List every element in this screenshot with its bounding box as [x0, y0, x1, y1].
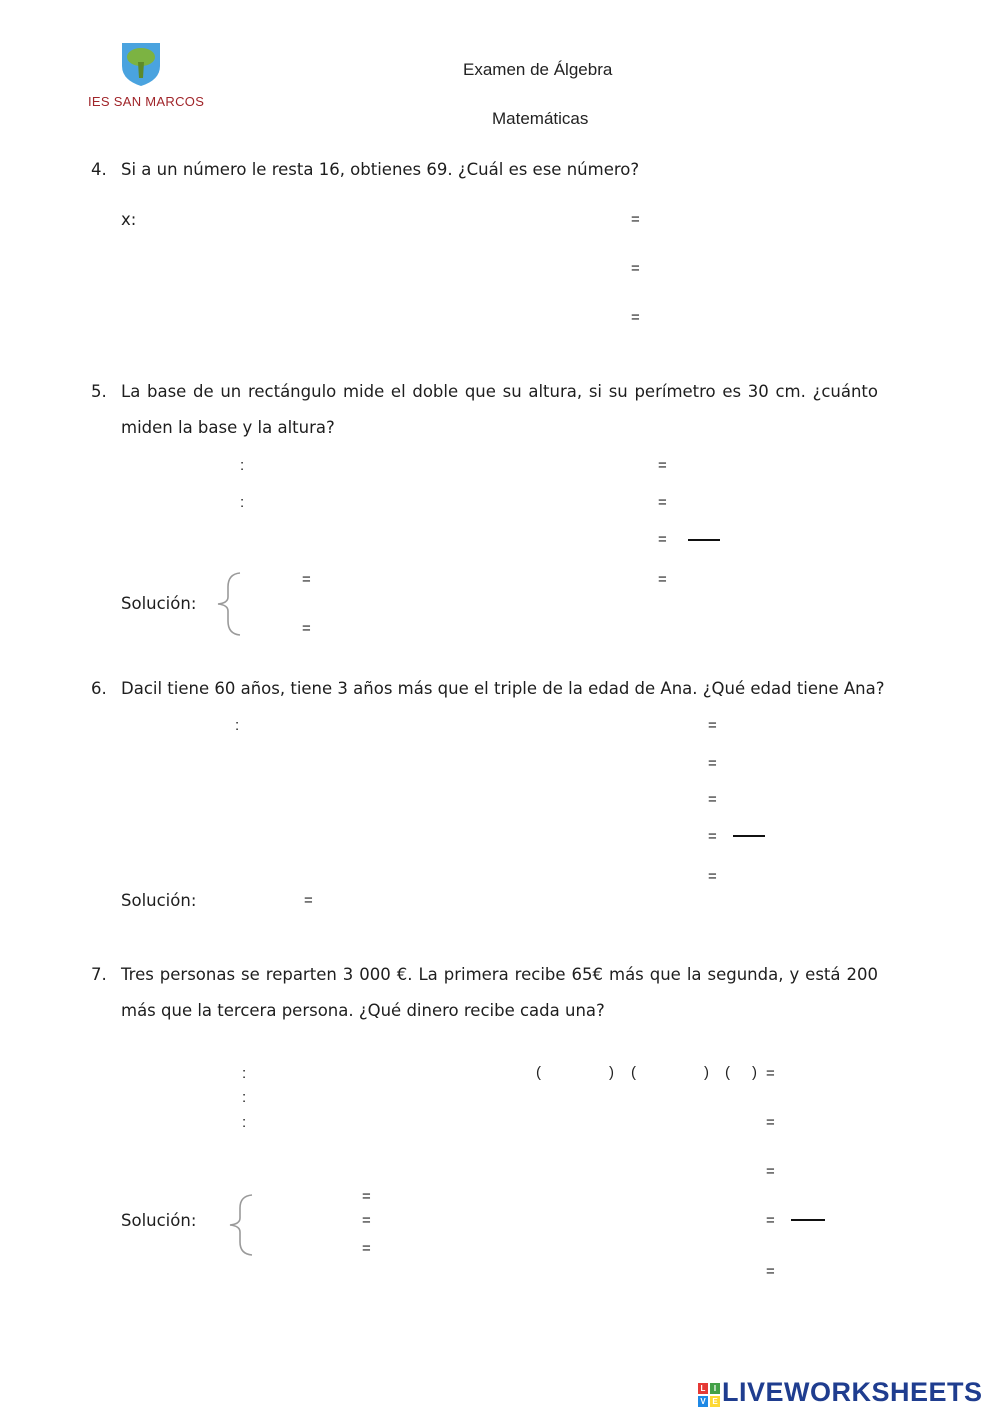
q7-equals-1: = [766, 1065, 775, 1082]
q6-solution-label: Solución: [121, 891, 197, 910]
q5-equals-2: = [658, 494, 667, 511]
q5-solution-equals-1: = [302, 571, 311, 588]
q7-paren-close-2: ) [704, 1064, 709, 1081]
badge-letter-v: V [698, 1396, 708, 1407]
q6-equals-5: = [708, 868, 717, 885]
liveworksheets-logo[interactable]: LIVEWORKSHEETS [722, 1377, 983, 1407]
q5-equals-1: = [658, 457, 667, 474]
q6-solution-equals: = [304, 892, 313, 909]
q5-text-line1: La base de un rectángulo mide el doble que su altura, si su perímetro es 30 cm. ¿cuánto [121, 382, 878, 401]
q7-colon-1: : [242, 1065, 247, 1082]
q5-fraction-bar [688, 539, 720, 541]
liveworksheets-badge [698, 1383, 720, 1407]
q7-solution-equals-1: = [362, 1188, 371, 1205]
school-name: IES SAN MARCOS [88, 94, 205, 109]
q7-brace-icon [226, 1193, 256, 1257]
q7-solution-equals-2: = [362, 1212, 371, 1229]
q7-solution-equals-3: = [362, 1240, 371, 1257]
q6-number: 6. [91, 679, 107, 698]
q7-text-line1: Tres personas se reparten 3 000 €. La primera recibe 65€ más que la segunda, y está 200 [121, 965, 878, 984]
q7-paren-open-2: ( [631, 1064, 636, 1081]
q7-paren-open-3: ( [725, 1064, 730, 1081]
badge-letter-e: E [710, 1396, 720, 1407]
q6-colon: : [235, 717, 240, 734]
q7-equals-2: = [766, 1114, 775, 1131]
q5-equals-4: = [658, 571, 667, 588]
q7-colon-2: : [242, 1089, 247, 1106]
q6-equals-3: = [708, 791, 717, 808]
q5-colon-1: : [240, 457, 245, 474]
q4-variable-label: x: [121, 210, 137, 229]
q5-brace-icon [214, 571, 244, 637]
q5-number: 5. [91, 382, 107, 401]
q4-text: Si a un número le resta 16, obtienes 69. ¿Cuál es ese número? [121, 160, 640, 179]
q7-equals-3: = [766, 1163, 775, 1180]
tree-shield-icon [118, 40, 164, 88]
q5-equals-3: = [658, 531, 667, 548]
school-logo [118, 40, 164, 88]
q7-solution-label: Solución: [121, 1211, 197, 1230]
exam-subject: Matemáticas [492, 109, 589, 128]
q6-text: Dacil tiene 60 años, tiene 3 años más que el triple de la edad de Ana. ¿Qué edad tiene Ana? [121, 679, 885, 698]
q7-fraction-bar [791, 1219, 825, 1221]
q6-fraction-bar [733, 835, 765, 837]
q7-number: 7. [91, 965, 107, 984]
q6-equals-1: = [708, 717, 717, 734]
q4-equals-3: = [631, 309, 640, 326]
q5-text-line2: miden la base y la altura? [121, 418, 335, 437]
q5-colon-2: : [240, 494, 245, 511]
q4-equals-2: = [631, 260, 640, 277]
q7-colon-3: : [242, 1114, 247, 1131]
q7-equals-4: = [766, 1212, 775, 1229]
q4-equals-1: = [631, 211, 640, 228]
badge-letter-i: I [710, 1383, 720, 1394]
q5-solution-equals-2: = [302, 620, 311, 637]
badge-letter-l: L [698, 1383, 708, 1394]
exam-title: Examen de Álgebra [463, 60, 613, 79]
q7-paren-open-1: ( [536, 1064, 541, 1081]
q7-text-line2: más que la tercera persona. ¿Qué dinero recibe cada una? [121, 1001, 605, 1020]
q7-equals-5: = [766, 1263, 775, 1280]
q4-number: 4. [91, 160, 107, 179]
q7-paren-close-3: ) [752, 1064, 757, 1081]
q7-paren-close-1: ) [609, 1064, 614, 1081]
q5-solution-label: Solución: [121, 594, 197, 613]
q6-equals-2: = [708, 755, 717, 772]
q6-equals-4: = [708, 828, 717, 845]
